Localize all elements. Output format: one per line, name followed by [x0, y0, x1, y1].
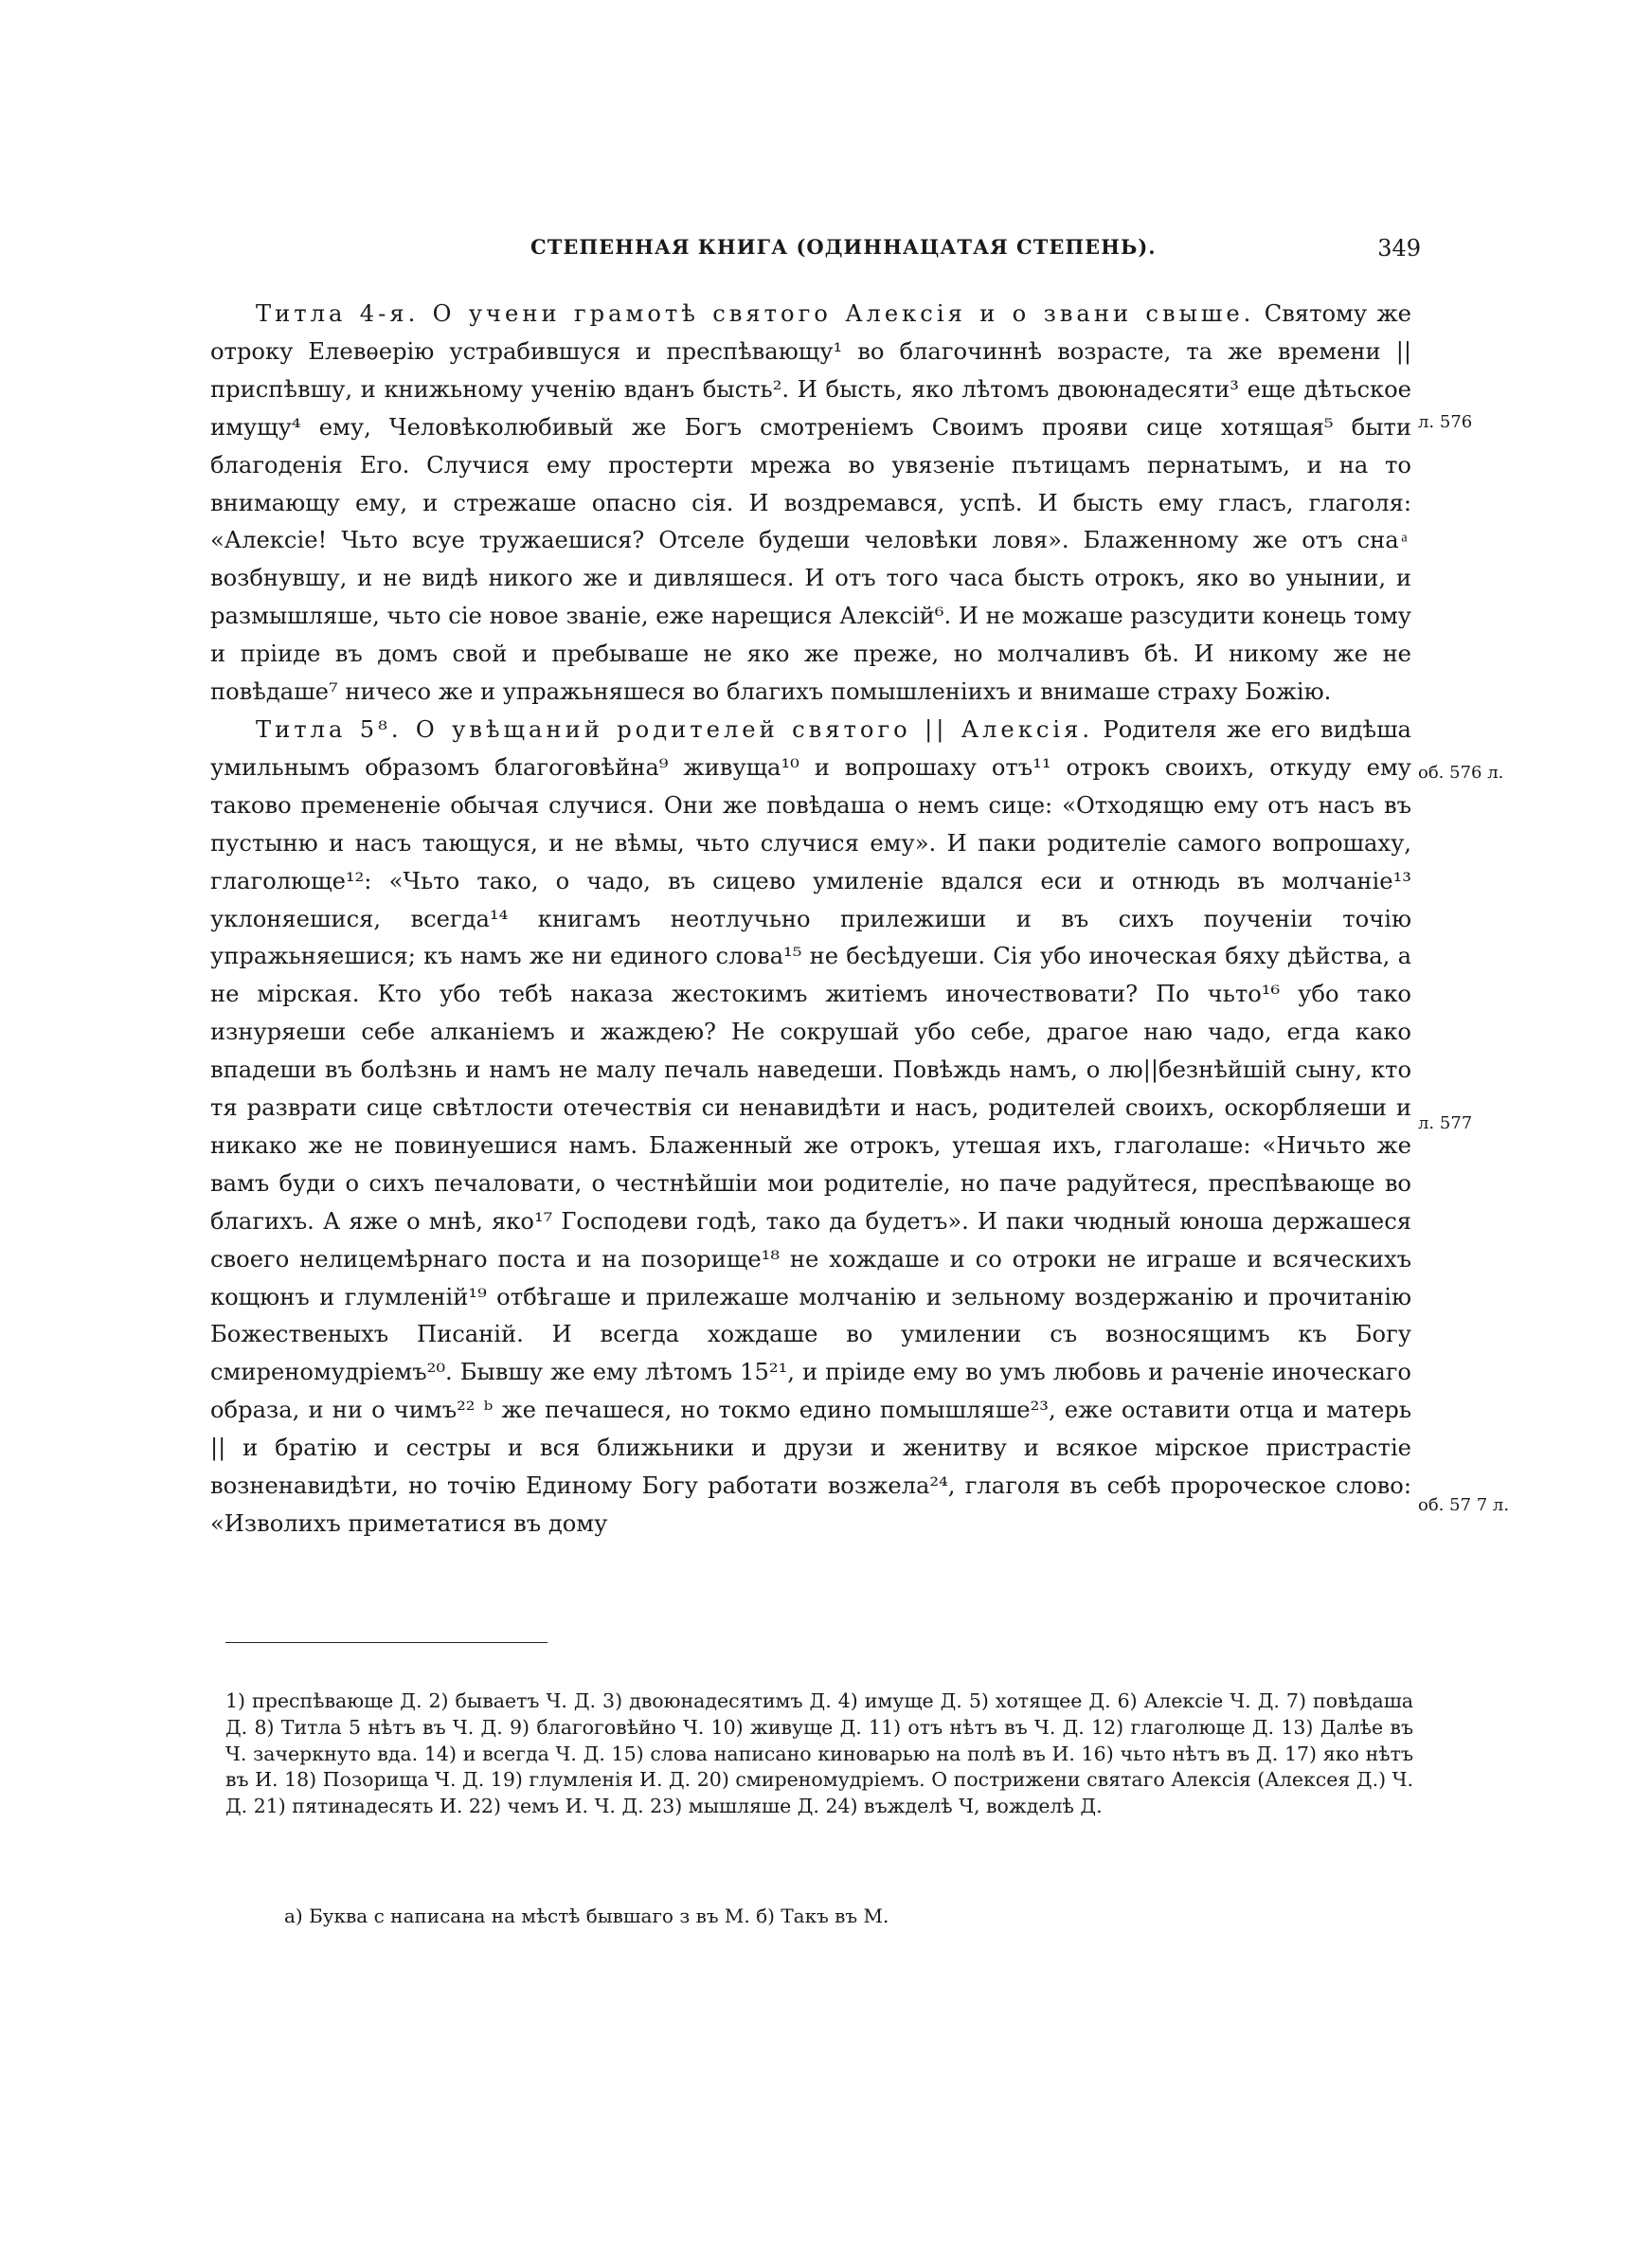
paragraph-2	[210, 712, 1411, 1544]
section-heading-1: Титла 4-я. О учени грамотѣ святого Алексія и о звани свыше.	[256, 300, 1255, 327]
paragraph-2-text: Родителя же его видѣша умильнымъ образомъ благоговѣйна⁹ живуща¹⁰ и вопрошаху отъ¹¹ отрокъ своихъ, откуду ему таково премененіе обычая случися. Они же повѣдаша о немъ сице: «Отходящю ему отъ насъ въ пустыню и насъ тающуся, и не вѣмы, чьто случися ему». И паки родителіе самого вопрошаху, глаголюще¹²: «Чьто тако, о чадо, въ сицево умиленіе вдался еси и отнюдь въ молчаніе¹³ уклоняешися, всегда¹⁴ книгамъ неотлучьно прилежиши и въ сихъ поученіи точію упражьняешися; къ намъ же ни единого слова¹⁵ не бесѣдуеши. Сія убо иноческая бяху дѣйства, а не мірская. Кто убо тебѣ наказа жестокимъ житіемъ иночествовати? По чьто¹⁶ убо тако изнуряеши себе алканіемъ и жаждею? Не сокрушай убо себе, драгое наю чадо, егда како впадеши въ болѣзнь и намъ не малу печаль наведеши. Повѣждь намъ, о лю||безнѣйшій сыну, кто тя разврати сице свѣтлости отечествія си ненавидѣти и насъ, родителей своихъ, оскорбляеши и никако же не повинуешися намъ. Блаженный же отрокъ, утешая ихъ, глаголаше: «Ничьто же вамъ буди о сихъ печаловати, о честнѣйшіи мои родителіе, но паче радуйтеся, преспѣвающе во благихъ. А яже о мнѣ, яко¹⁷ Господеви годѣ, тако да будетъ». И паки чюдный юноша держашеся своего нелицемѣрнаго поста и на позорище¹⁸ не хождаше и со отроки не играше и всяческихъ кощюнъ и глумленій¹⁹ отбѣгаше и прилежаше молчанію и зельному воздержанію и прочитанію Божественыхъ Писаній. И всегда хождаше во умилении съ возносящимъ къ Богу смиреномудріемъ²⁰. Бывшу же ему лѣтомъ 15²¹, и пріиде ему во умъ любовь и раченіе иноческаго образа, и ни о чимъ²² ᵇ же печашеся, но токмо едино помышляше²³, еже оставити отца и матерь || и братію и сестры и вся ближьники и друзи и женитву и всякое мірское пристрастіе возненавидѣти, но точію Единому Богу работати возжела²⁴, глаголя въ себѣ пророческое слово: «Изволихъ приметатися въ дому	[210, 715, 1411, 1537]
running-header	[530, 235, 1421, 273]
header-title: СТЕПЕННАЯ КНИГА (ОДИННАЦАТАЯ СТЕПЕНЬ).	[530, 235, 1157, 259]
paragraph-1-text: Святому же отроку Елевѳерію устрабившуся и преспѣвающу¹ во благочиннѣ возрасте, та же времени || приспѣвшу, и книжьному ученію вданъ бысть². И бысть, яко лѣтомъ двоюнадесяти³ еще дѣтьское имущу⁴ ему, Человѣколюбивый же Богъ смотреніемъ Своимъ прояви сице хотящая⁵ быти благоденія Его. Случися ему простерти мрежа во увязеніе пътицамъ пернатымъ, и на то внимающу ему, и стрежаше опасно сія. И воздремався, успѣ. И бысть ему гласъ, глаголя: «Алексіе! Чьто всуе тружаешися? Отселе будеши человѣки ловя». Блаженному же отъ сна ͣ возбнувшу, и не видѣ никого же и дивляшеся. И отъ того часа бысть отрокъ, яко во унынии, и размышляше, чьто сіе новое званіе, еже нарещися Алексій⁶. И не можаше разсудити конець тому и пріиде въ домъ свой и пребываше не яко же преже, но молчаливъ бѣ. И никому же не повѣдаше⁷ ничесо же и упражьняшеся во благихъ помышленіихъ и внимаше страху Божію.	[210, 300, 1411, 706]
margin-note: об. 576 л.	[1418, 763, 1504, 783]
letter-notes	[284, 1905, 889, 1927]
margin-note: об. 57 7 л.	[1418, 1495, 1510, 1515]
paragraph-1	[210, 296, 1411, 712]
margin-note: л. 577	[1418, 1113, 1473, 1133]
page-number: 349	[1377, 235, 1421, 262]
footnote-rule	[225, 1642, 548, 1643]
main-text	[210, 296, 1411, 1544]
section-heading-2: Титла 5⁸. О увѣщаний родителей святого || Алексія.	[256, 715, 1094, 743]
footnote-text: 1) преспѣвающе Д. 2) бываетъ Ч. Д. 3) двоюнадесятимъ Д. 4) имуще Д. 5) хотящее Д. 6) Алексіе Ч. Д. 7) повѣдаша Д. 8) Титла 5 нѣтъ въ Ч. Д. 9) благоговѣйно Ч. 10) живуще Д. 11) отъ нѣтъ въ Ч. Д. 12) глаголюще Д. 13) Далѣе въ Ч. зачеркнуто вда. 14) и всегда Ч. Д. 15) слова написано киноварью на полѣ въ И. 16) чьто нѣтъ въ Д. 17) яко нѣтъ въ И. 18) Позорища Ч. Д. 19) глумленія И. Д. 20) смиреномудріемъ. О пострижени святаго Алексія (Алексея Д.) Ч. Д. 21) пятинадесять И. 22) чемъ И. Ч. Д. 23) мышляше Д. 24) въжделѣ Ч, вожделѣ Д.	[225, 1689, 1413, 1818]
margin-note: л. 576	[1418, 412, 1473, 432]
letter-notes-text: а) Буква с написана на мѣстѣ бывшаго з въ М. б) Такъ въ М.	[284, 1905, 889, 1927]
footnotes	[225, 1688, 1413, 1820]
